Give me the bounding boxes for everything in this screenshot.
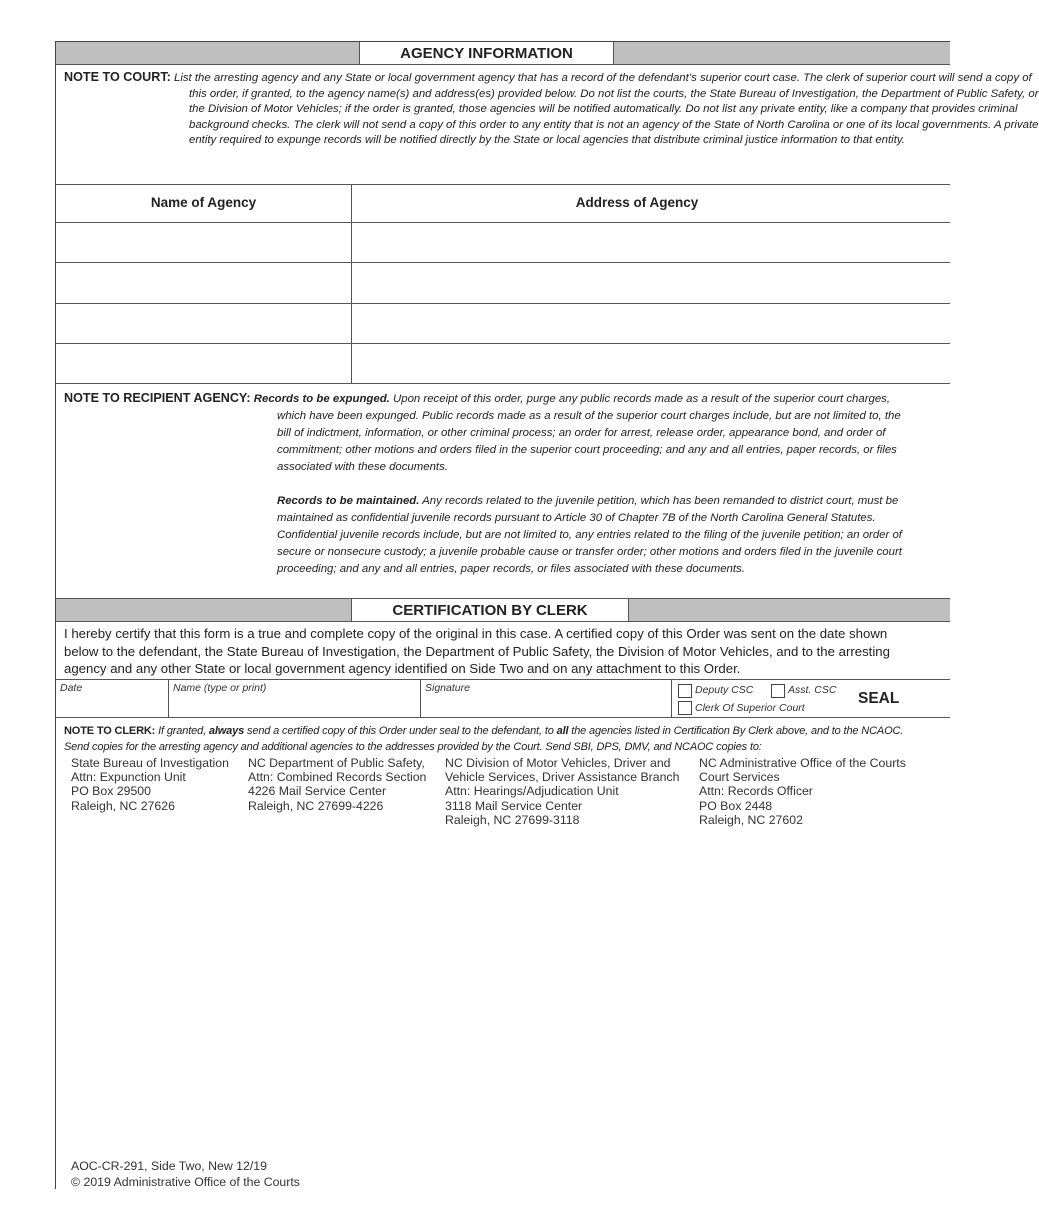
address-line: Court Services [699,770,780,785]
note-to-clerk-t2: send a certified copy of this Order under seal to the defendant, to [247,725,554,737]
address-line: 3118 Mail Service Center [445,798,583,813]
records-maintained-text: Any records related to the juvenile petition, which has been remanded to district court, must be maintained as confidential juvenile records pursuant to Article 30 of Chapter 7B of the North Carolina General Statutes. Confidential juvenile records include, but are not limited to, any entries related to the filing of the juvenile petition; an order of secure or nonsecure custody; a juvenile probable cause or transfer order; other motions and orders filed in the juvenile court proceeding; and any and all entries, paper records, or files associated with these documents. [277,495,902,575]
note-to-clerk-lead: NOTE TO CLERK: [64,725,156,737]
address-line: Attn: Combined Records Section [248,770,427,785]
table-bottom-line [56,383,950,384]
table-top-line [56,184,950,185]
note-to-clerk [64,724,924,755]
note-to-court-text: List the arresting agency and any State or local government agency that has a record of the defendant’s superior court case. The clerk of superior court will send a copy of this order, if granted, to the agency name(s) and address(es) provided below. Do not list the courts, the State Bureau of Investigation, the Department of Public Safety, or the Division of Motor Vehicles; if the order is granted, those agencies will be notified automatically. Do not list any private entity, like a company that provides criminal background checks. The clerk will not send a copy of this order to any entity that is not an agency of the State of North Carolina or one of its local governments. A private entity required to expunge records will be notified directly by the State or local agencies that distribute criminal justice information to that entity. [173,72,1039,146]
seal-label: SEAL [858,690,900,707]
agency-address-field-2[interactable] [352,263,949,302]
address-line: Raleigh, NC 27699-3118 [445,812,580,827]
note-to-court-lead: NOTE TO COURT: [64,70,171,84]
date-field[interactable] [57,695,167,716]
agency-info-header-bar [56,42,950,65]
address-dmv [445,756,679,827]
address-line: NC Administrative Office of the Courts [699,756,906,770]
address-line: State Bureau of Investigation [71,756,229,770]
name-label: Name (type or print) [173,682,267,694]
note-to-clerk-t1: If granted, [158,725,206,737]
form-footer [71,1159,300,1190]
address-line: Raleigh, NC 27699-4226 [248,798,384,813]
address-line: Attn: Expunction Unit [71,770,186,785]
address-line: Attn: Records Officer [699,784,813,799]
signature-row-top [56,679,950,680]
agency-name-field-3[interactable] [57,304,350,342]
agency-address-field-3[interactable] [352,304,949,342]
agency-name-field-4[interactable] [57,344,350,382]
form-id: AOC-CR-291, Side Two, New 12/19 [71,1159,267,1173]
certification-text: I hereby certify that this form is a true and complete copy of the original in this case. A certified copy of this Order was sent on the date shown below to the defendant, the State Bureau of Investigation, the Department of Public Safety, the Division of Motor Vehicles, and to the arresting agency and any other State or local government agency identified on Side Two and on any attachment to this Order. [64,626,890,676]
deputy-csc-label: Deputy CSC [695,684,754,696]
address-line: Raleigh, NC 27626 [71,798,175,813]
signature-field[interactable] [421,695,670,716]
clerk-superior-court-checkbox[interactable] [678,701,692,715]
copyright: © 2019 Administrative Office of the Courts [71,1174,300,1189]
address-line: Attn: Hearings/Adjudication Unit [445,784,619,799]
certification-header-bar [56,598,950,622]
signature-row-bottom [56,717,950,718]
deputy-csc-checkbox[interactable] [678,684,692,698]
certification-title: CERTIFICATION BY CLERK [351,599,629,621]
address-line: NC Department of Public Safety, [248,756,425,770]
name-field[interactable] [169,695,419,716]
address-line: PO Box 2448 [699,798,773,813]
note-to-court [64,70,1039,149]
address-line: 4226 Mail Service Center [248,784,387,799]
address-line: PO Box 29500 [71,784,151,799]
records-maintained-heading: Records to be maintained. [277,495,420,507]
agency-info-title: AGENCY INFORMATION [359,42,614,64]
col-header-name: Name of Agency [150,195,257,210]
agency-name-field-1[interactable] [57,223,350,262]
address-sbi [71,756,229,813]
agency-name-field-2[interactable] [57,263,350,302]
agency-address-field-4[interactable] [352,344,949,382]
address-line: Raleigh, NC 27602 [699,812,803,827]
address-line: Vehicle Services, Driver Assistance Branch [445,770,680,785]
note-to-recipient [64,390,910,578]
col-header-address: Address of Agency [575,195,699,210]
note-to-clerk-b2: all [556,725,569,737]
records-expunged-text: Upon receipt of this order, purge any public records made as a result of the superior court charges, which have been expunged. Public records made as a result of the superior court charges include, but are not limited to, the bill of indictment, information, or other criminal process; an order for arrest, release order, appearance bond, and order of commitment; other motions and orders filed in the superior court proceeding; and any and all entries, paper records, or files associated with these documents. [277,393,901,473]
note-to-clerk-b1: always [208,725,245,737]
agency-address-field-1[interactable] [352,223,949,262]
signature-divider [671,679,672,717]
asst-csc-checkbox[interactable] [771,684,785,698]
note-to-recipient-lead: NOTE TO RECIPIENT AGENCY: [64,391,251,405]
clerk-superior-court-label: Clerk Of Superior Court [695,702,805,714]
address-dps [248,756,426,813]
date-label: Date [60,682,83,694]
address-line: NC Division of Motor Vehicles, Driver and [445,756,671,770]
asst-csc-label: Asst. CSC [788,684,837,696]
records-expunged-heading: Records to be expunged. [253,393,390,405]
address-ncaoc [699,756,906,827]
signature-label: Signature [425,682,470,694]
note-to-clerk-t3: the agencies listed in Certification By Clerk above, and to the NCAOC. Send copies for the arresting agency and additional agencies to the addresses provided by the Court. Send SBI, DPS, DMV, and NCAOC copies to: [64,725,904,753]
